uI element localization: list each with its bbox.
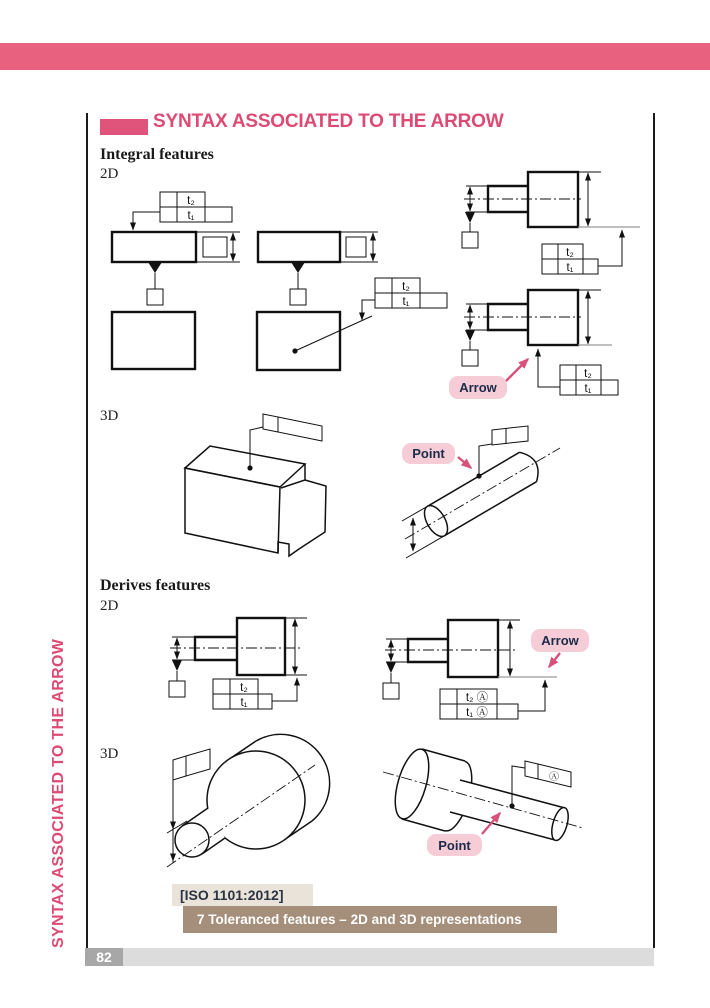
datum-triangle	[386, 662, 396, 673]
label-2d-derived: 2D	[100, 598, 119, 614]
heading-integral-features: Integral features	[100, 146, 214, 163]
datum-target-square	[462, 232, 478, 248]
datum-triangle	[291, 262, 305, 273]
tolerance-value-t2: t₂	[584, 368, 592, 380]
datum-triangle	[172, 660, 182, 671]
tolerance-value-t1-datum: t₁ Ⓐ	[466, 707, 488, 719]
tolerance-value-t2: t₂	[187, 195, 195, 207]
integral-2d-plate-middle	[257, 232, 447, 370]
datum-triangle	[465, 330, 475, 341]
derived-2d-shaft-left	[169, 618, 307, 709]
arrow-callout-badge: Arrow	[449, 376, 507, 399]
figure-caption-bar: 7 Toleranced features – 2D and 3D representations	[183, 906, 557, 933]
label-3d-integral: 3D	[100, 408, 119, 424]
datum-target-square	[462, 350, 478, 366]
footer-bar	[123, 948, 654, 966]
tolerance-value-t1: t₁	[402, 296, 410, 308]
tolerance-value-t1: t₁	[566, 262, 574, 274]
tolerance-value-t2: t₂	[240, 682, 248, 694]
point-callout-badge: Point	[427, 834, 482, 856]
tolerance-value-t2: t₂	[402, 281, 410, 293]
derived-3d-cylinder-left	[167, 734, 330, 867]
heading-derived-features: Derives features	[100, 577, 211, 594]
datum-target-square	[169, 681, 185, 697]
integral-2d-plate-left	[112, 192, 240, 369]
datum-target-square	[383, 683, 399, 699]
datum-letter-a: Ⓐ	[549, 772, 559, 783]
tolerance-value-t2-datum: t₂ Ⓐ	[465, 692, 489, 704]
iso-reference-label: [ISO 1101:2012]	[172, 884, 313, 906]
datum-target-square	[147, 289, 163, 305]
datum-target-square	[290, 289, 306, 305]
arrow-callout-pointer	[505, 359, 528, 382]
tolerance-value-t1: t₁	[240, 697, 248, 709]
label-2d-integral: 2D	[100, 166, 119, 182]
arrow-callout-badge: Arrow	[531, 629, 589, 652]
datum-triangle	[465, 212, 475, 223]
tolerance-value-t1: t₁	[584, 383, 592, 395]
tolerance-value-t2: t₂	[566, 247, 574, 259]
sidebar-chapter-title: SYNTAX ASSOCIATED TO THE ARROW	[50, 638, 67, 948]
page-title: SYNTAX ASSOCIATED TO THE ARROW	[153, 111, 504, 132]
integral-2d-shaft-top	[462, 172, 640, 274]
page-number: 82	[85, 948, 123, 966]
arrow-callout-pointer	[549, 653, 560, 667]
label-3d-derived: 3D	[100, 746, 119, 762]
point-callout-pointer	[458, 457, 471, 468]
tolerance-value-t1: t₁	[187, 210, 195, 222]
derived-3d-cylinder-right	[383, 746, 583, 843]
integral-3d-block	[185, 414, 326, 556]
point-callout-badge: Point	[402, 443, 455, 464]
datum-triangle	[148, 262, 162, 273]
